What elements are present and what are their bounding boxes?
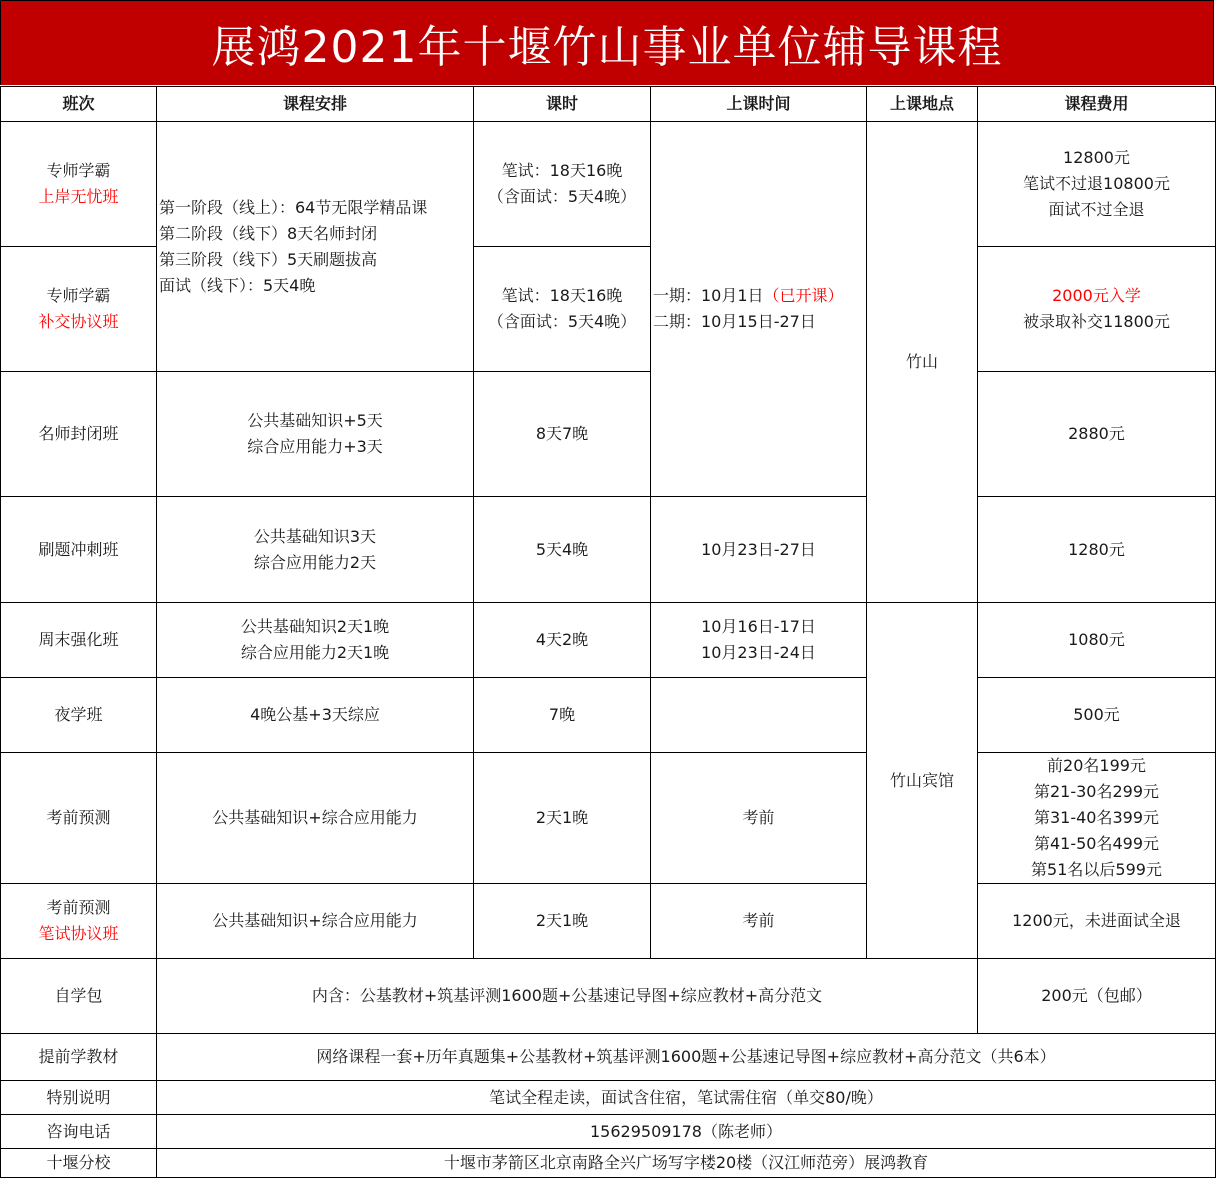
class-cell: 周末强化班 bbox=[1, 603, 157, 678]
table-row bbox=[1, 603, 1216, 678]
header-time: 上课时间 bbox=[651, 87, 867, 122]
fee-highlight: 2000元入学 bbox=[1052, 286, 1141, 305]
table-row bbox=[1, 1034, 1216, 1081]
class-cell: 考前预测 笔试协议班 bbox=[1, 884, 157, 959]
address-cell: 十堰市茅箭区北京南路全兴广场写字楼20楼（汉江师范旁）展鸿教育 bbox=[157, 1149, 1216, 1178]
table-row bbox=[1, 959, 1216, 1034]
fee-cell: 12800元 笔试不过退10800元 面试不过全退 bbox=[978, 122, 1216, 247]
table-row bbox=[1, 122, 1216, 247]
table-row bbox=[1, 678, 1216, 753]
table-row bbox=[1, 753, 1216, 884]
fee-cell: 前20名199元 第21-30名299元 第31-40名399元 第41-50名499元 第51名以后599元 bbox=[978, 753, 1216, 884]
content-cell: 网络课程一套+历年真题集+公基教材+筑基评测1600题+公基速记导图+综应教材+高分范文（共6本） bbox=[157, 1034, 1216, 1081]
class-cell: 刷题冲刺班 bbox=[1, 497, 157, 603]
header-class: 班次 bbox=[1, 87, 157, 122]
header-hours: 课时 bbox=[474, 87, 651, 122]
fee-cell: 2880元 bbox=[978, 372, 1216, 497]
time-cell: 一期：10月1日（已开课） 二期：10月15日-27日 bbox=[651, 122, 867, 497]
hours-cell: 2天1晚 bbox=[474, 753, 651, 884]
time-cell: 10月16日-17日 10月23日-24日 bbox=[651, 603, 867, 678]
table-row bbox=[1, 372, 1216, 497]
fee-cell: 1080元 bbox=[978, 603, 1216, 678]
content-cell: 内含：公基教材+筑基评测1600题+公基速记导图+综应教材+高分范文 bbox=[157, 959, 978, 1034]
class-cell: 专师学霸 上岸无忧班 bbox=[1, 122, 157, 247]
time-cell: 考前 bbox=[651, 884, 867, 959]
class-cell: 咨询电话 bbox=[1, 1115, 157, 1149]
schedule-cell: 公共基础知识3天 综合应用能力2天 bbox=[157, 497, 474, 603]
class-highlight: 上岸无忧班 bbox=[38, 187, 119, 206]
hours-cell: 8天7晚 bbox=[474, 372, 651, 497]
content-cell: 笔试全程走读，面试含住宿，笔试需住宿（单交80/晚） bbox=[157, 1081, 1216, 1115]
table-row bbox=[1, 1149, 1216, 1178]
schedule-cell: 4晚公基+3天综应 bbox=[157, 678, 474, 753]
header-location: 上课地点 bbox=[867, 87, 978, 122]
hours-cell: 5天4晚 bbox=[474, 497, 651, 603]
table-row bbox=[1, 884, 1216, 959]
time-cell bbox=[651, 678, 867, 753]
class-cell: 考前预测 bbox=[1, 753, 157, 884]
fee-cell: 200元（包邮） bbox=[978, 959, 1216, 1034]
fee-cell: 1280元 bbox=[978, 497, 1216, 603]
hours-cell: 2天1晚 bbox=[474, 884, 651, 959]
schedule-cell: 公共基础知识+综合应用能力 bbox=[157, 753, 474, 884]
schedule-cell: 公共基础知识2天1晚 综合应用能力2天1晚 bbox=[157, 603, 474, 678]
table-row bbox=[1, 1115, 1216, 1149]
class-cell: 自学包 bbox=[1, 959, 157, 1034]
hours-cell: 笔试：18天16晚 （含面试：5天4晚） bbox=[474, 247, 651, 372]
header-row bbox=[1, 87, 1216, 122]
location-cell: 竹山 bbox=[867, 122, 978, 603]
hours-cell: 笔试：18天16晚 （含面试：5天4晚） bbox=[474, 122, 651, 247]
table-row bbox=[1, 497, 1216, 603]
table-row bbox=[1, 1081, 1216, 1115]
fee-cell: 1200元，未进面试全退 bbox=[978, 884, 1216, 959]
schedule-cell: 第一阶段（线上）：64节无限学精品课 第二阶段（线下）8天名师封闭 第三阶段（线下）5天刷题拔高 面试（线下）：5天4晚 bbox=[157, 122, 474, 372]
class-highlight: 笔试协议班 bbox=[38, 924, 119, 943]
phone-cell: 15629509178（陈老师） bbox=[157, 1115, 1216, 1149]
class-cell: 特别说明 bbox=[1, 1081, 157, 1115]
class-cell: 专师学霸 补交协议班 bbox=[1, 247, 157, 372]
fee-cell: 500元 bbox=[978, 678, 1216, 753]
hours-cell: 4天2晚 bbox=[474, 603, 651, 678]
page-title: 展鸿2021年十堰竹山事业单位辅导课程 bbox=[0, 0, 1214, 85]
fee-cell: 2000元入学 被录取补交11800元 bbox=[978, 247, 1216, 372]
class-cell: 夜学班 bbox=[1, 678, 157, 753]
location-cell: 竹山宾馆 bbox=[867, 603, 978, 959]
schedule-cell: 公共基础知识+综合应用能力 bbox=[157, 884, 474, 959]
hours-cell: 7晚 bbox=[474, 678, 651, 753]
course-table bbox=[0, 86, 1216, 1178]
time-cell: 10月23日-27日 bbox=[651, 497, 867, 603]
class-highlight: 补交协议班 bbox=[38, 312, 119, 331]
class-cell: 名师封闭班 bbox=[1, 372, 157, 497]
schedule-cell: 公共基础知识+5天 综合应用能力+3天 bbox=[157, 372, 474, 497]
class-cell: 十堰分校 bbox=[1, 1149, 157, 1178]
header-fee: 课程费用 bbox=[978, 87, 1216, 122]
time-cell: 考前 bbox=[651, 753, 867, 884]
class-cell: 提前学教材 bbox=[1, 1034, 157, 1081]
header-schedule: 课程安排 bbox=[157, 87, 474, 122]
started-badge: （已开课） bbox=[763, 286, 844, 305]
